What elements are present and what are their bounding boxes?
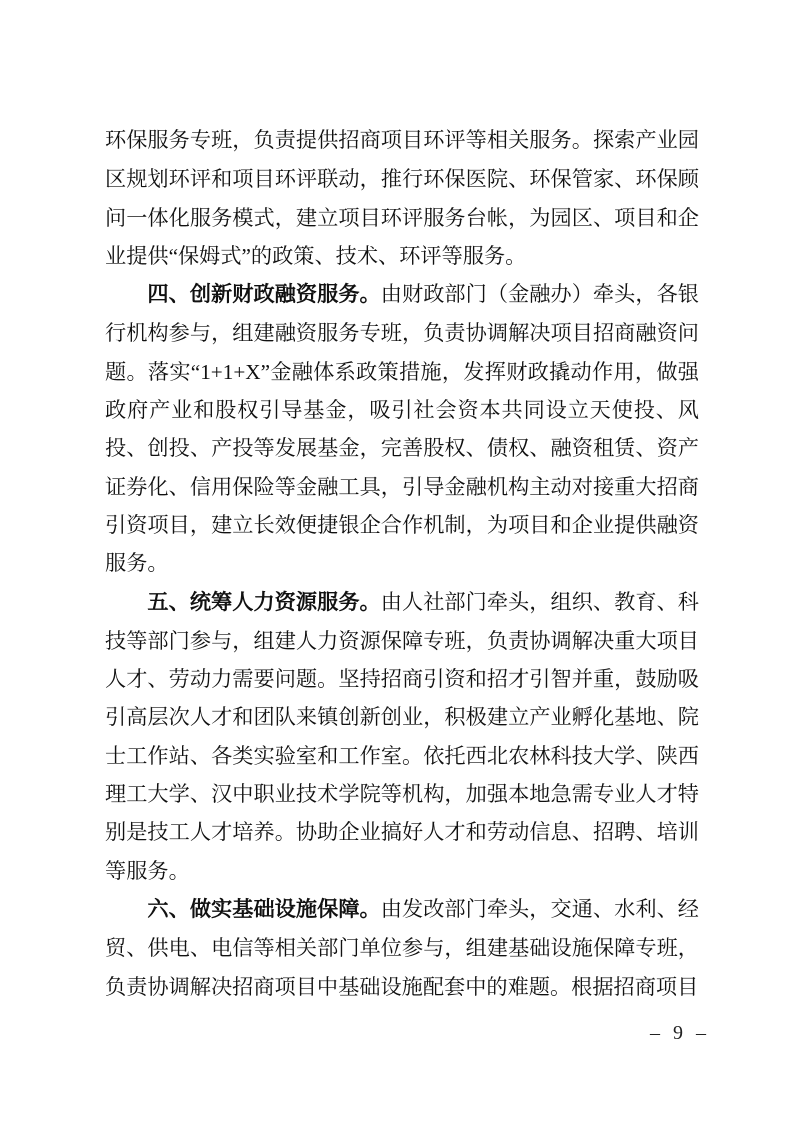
section-6-heading: 六、做实基础设施保障。	[147, 897, 381, 921]
paragraph-continuation	[105, 121, 699, 275]
section-4-text: 由财政部门（金融办）牵头，各银行机构参与，组建融资服务专班，负责协调解决项目招商融资问题。落实“1+1+X”金融体系政策措施，发挥财政撬动作用，做强政府产业和股权引导基金，吸引社会资本共同设立天使投、风投、创投、产投等发展基金，完善股权、债权、融资租赁、资产证券化、信用保险等金融工具，引导金融机构主动对接重大招商引资项目，建立长效便捷银企合作机制，为项目和企业提供融资服务。	[105, 282, 699, 576]
section-6-text: 由发改部门牵头，交通、水利、经贸、供电、电信等相关部门单位参与，组建基础设施保障专班，负责协调解决招商项目中基础设施配套中的难题。根据招商项目	[105, 896, 699, 999]
page-number: – 9 –	[650, 1022, 710, 1044]
section-5-heading: 五、统筹人力资源服务。	[147, 590, 381, 614]
document-body	[105, 121, 699, 1006]
section-4-paragraph	[105, 275, 699, 582]
section-6-paragraph	[105, 890, 699, 1006]
section-4-heading: 四、创新财政融资服务。	[147, 283, 381, 307]
section-5-paragraph	[105, 583, 699, 890]
section-5-text: 由人社部门牵头，组织、教育、科技等部门参与，组建人力资源保障专班，负责协调解决重大项目人才、劳动力需要问题。坚持招商引资和招才引智并重，鼓励吸引高层次人才和团队来镇创新创业，积极建立产业孵化基地、院士工作站、各类实验室和工作室。依托西北农林科技大学、陕西理工大学、汉中职业技术学院等机构，加强本地急需专业人才特别是技工人才培养。协助企业搞好人才和劳动信息、招聘、培训等服务。	[105, 589, 699, 883]
paragraph-continuation-text: 环保服务专班，负责提供招商项目环评等相关服务。探索产业园区规划环评和项目环评联动，推行环保医院、环保管家、环保顾问一体化服务模式，建立项目环评服务台帐，为园区、项目和企业提供“保姆式”的政策、技术、环评等服务。	[105, 128, 699, 268]
